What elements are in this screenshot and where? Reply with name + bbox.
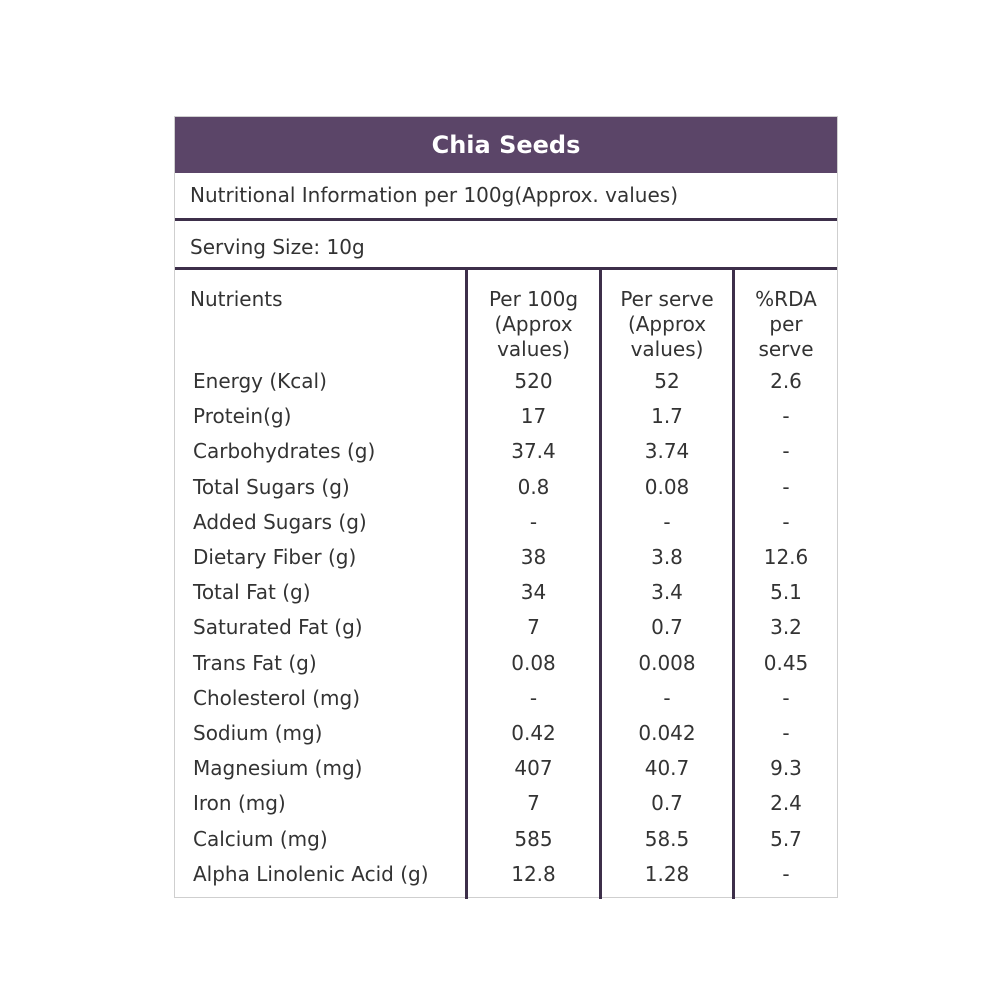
- nutrient-name: Dietary Fiber (g): [193, 545, 357, 569]
- divider: [175, 267, 837, 270]
- per-100g-value: 520: [514, 369, 553, 393]
- per-100g-value: 7: [527, 615, 540, 639]
- nutrient-name: Total Fat (g): [193, 580, 311, 604]
- per-100g-value: 7: [527, 791, 540, 815]
- serving-size-text: Serving Size: 10g: [190, 235, 365, 259]
- per-serve-value: -: [663, 686, 671, 710]
- table-row: [175, 822, 837, 857]
- rda-value: -: [782, 475, 790, 499]
- per-100g-value: 12.8: [511, 862, 556, 886]
- product-title: Chia Seeds: [175, 117, 837, 173]
- nutrient-name: Total Sugars (g): [193, 475, 350, 499]
- nutrient-name: Saturated Fat (g): [193, 615, 363, 639]
- nutrient-name: Carbohydrates (g): [193, 439, 376, 463]
- per-serve-value: 58.5: [644, 827, 690, 851]
- per-100g-value: 585: [514, 827, 553, 851]
- rda-value: -: [782, 686, 790, 710]
- nutrient-name: Trans Fat (g): [193, 651, 317, 675]
- table-row: [175, 786, 837, 821]
- nutrient-name: Cholesterol (mg): [193, 686, 361, 710]
- nutrient-name: Iron (mg): [193, 791, 286, 815]
- table-row: [175, 540, 837, 575]
- per-serve-value: 0.7: [651, 615, 683, 639]
- table-row: [175, 646, 837, 681]
- per-serve-value: 0.7: [651, 791, 683, 815]
- table-row: [175, 505, 837, 540]
- rda-value: 9.3: [770, 756, 802, 780]
- nutrition-info-row: [175, 177, 837, 217]
- nutrition-panel: [174, 116, 838, 898]
- per-100g-value: 38: [520, 545, 547, 569]
- table-row: [175, 364, 837, 399]
- header-per-100g: Per 100g (Approx values): [488, 287, 579, 361]
- nutrient-name: Magnesium (mg): [193, 756, 363, 780]
- nutrient-name: Energy (Kcal): [193, 369, 327, 393]
- header-per-serve: Per serve (Approx values): [620, 287, 714, 361]
- rda-value: 5.7: [770, 827, 802, 851]
- per-serve-value: 3.74: [644, 439, 690, 463]
- header-nutrients: Nutrients: [190, 287, 283, 311]
- nutrition-info-text: Nutritional Information per 100g(Approx. values): [190, 183, 678, 207]
- per-serve-value: 0.042: [638, 721, 696, 745]
- per-100g-value: 0.08: [511, 651, 556, 675]
- nutrient-name: Protein(g): [193, 404, 292, 428]
- per-100g-value: 0.42: [511, 721, 556, 745]
- rda-value: -: [782, 439, 790, 463]
- per-serve-value: 40.7: [644, 756, 690, 780]
- rda-value: 2.4: [770, 791, 802, 815]
- table-row: [175, 470, 837, 505]
- rda-value: 5.1: [770, 580, 802, 604]
- nutrient-name: Alpha Linolenic Acid (g): [193, 862, 429, 886]
- per-100g-value: 407: [514, 756, 553, 780]
- per-serve-value: 52: [654, 369, 680, 393]
- rda-value: 0.45: [763, 651, 809, 675]
- table-row: [175, 434, 837, 469]
- nutrient-name: Added Sugars (g): [193, 510, 367, 534]
- table-row: [175, 751, 837, 786]
- per-100g-value: 17: [520, 404, 547, 428]
- header-rda: %RDA per serve: [755, 287, 817, 361]
- per-serve-value: 3.8: [651, 545, 683, 569]
- nutrient-name: Sodium (mg): [193, 721, 323, 745]
- rda-value: 3.2: [770, 615, 802, 639]
- nutrient-name: Calcium (mg): [193, 827, 328, 851]
- rda-value: -: [782, 510, 790, 534]
- per-serve-value: -: [663, 510, 671, 534]
- rda-value: -: [782, 721, 790, 745]
- table-row: [175, 610, 837, 645]
- table-row: [175, 399, 837, 434]
- per-100g-value: 0.8: [517, 475, 550, 499]
- per-serve-value: 1.7: [651, 404, 683, 428]
- rda-value: -: [782, 862, 790, 886]
- per-serve-value: 3.4: [651, 580, 683, 604]
- table-row: [175, 681, 837, 716]
- table-row: [175, 575, 837, 610]
- divider: [175, 218, 837, 221]
- table-row: [175, 857, 837, 892]
- per-100g-value: -: [529, 686, 538, 710]
- per-100g-value: -: [529, 510, 538, 534]
- table-row: [175, 716, 837, 751]
- rda-value: 2.6: [770, 369, 802, 393]
- rda-value: 12.6: [763, 545, 809, 569]
- rda-value: -: [782, 404, 790, 428]
- serving-size-row: [175, 223, 837, 267]
- per-100g-value: 37.4: [511, 439, 556, 463]
- per-serve-value: 1.28: [644, 862, 690, 886]
- per-100g-value: 34: [520, 580, 547, 604]
- per-serve-value: 0.08: [644, 475, 690, 499]
- per-serve-value: 0.008: [638, 651, 696, 675]
